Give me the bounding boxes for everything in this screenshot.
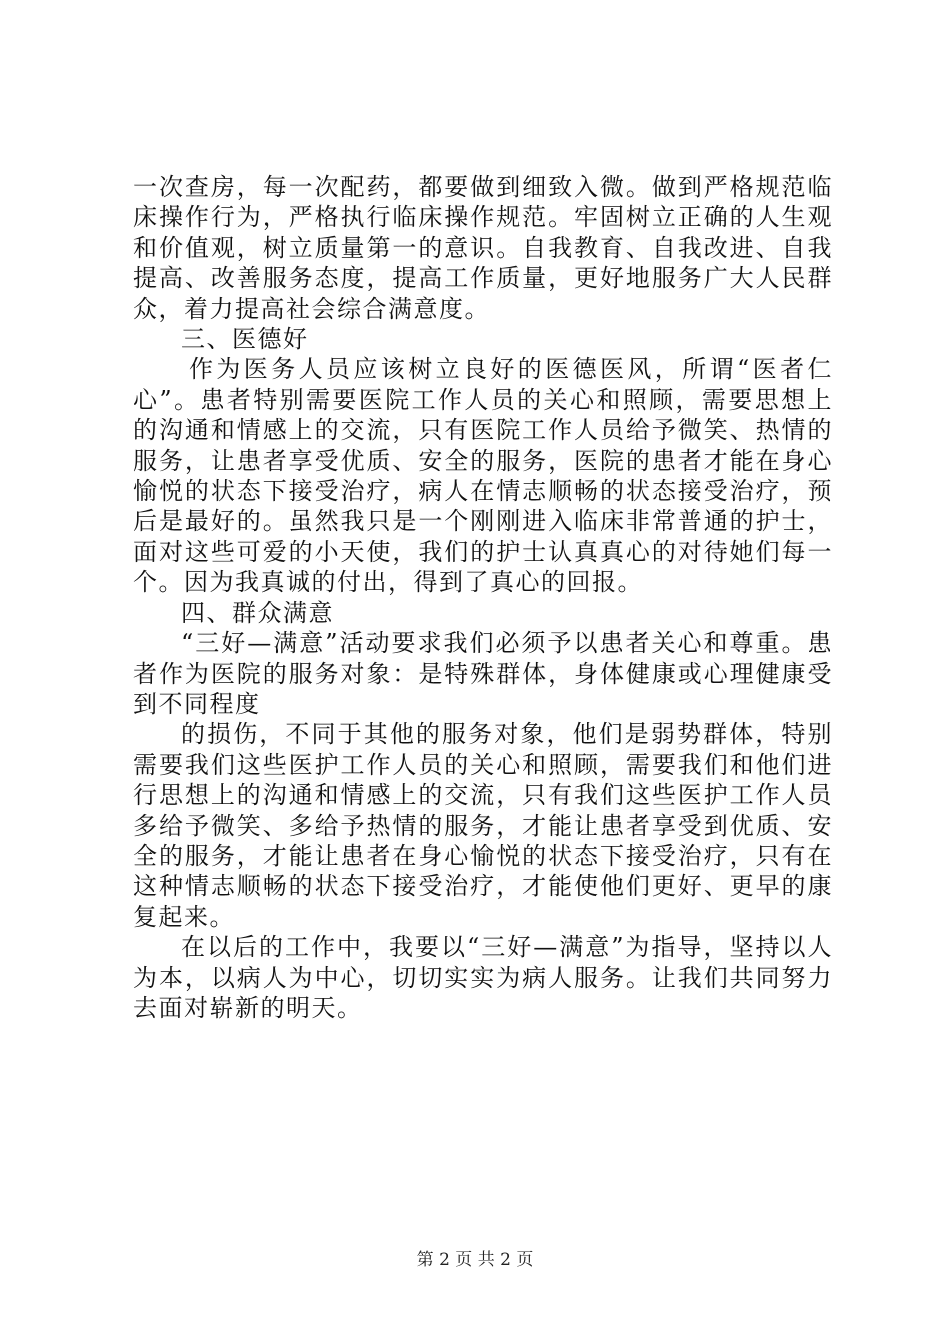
section-heading-public-satisfaction: 四、群众满意 — [181, 598, 334, 627]
paragraph-conclusion: 在以后的工作中，我要以“三好—满意”为指导，坚持以人为本，以病人为中心，切切实实为病人服务。让我们共同努力去面对崭新的明天。 — [133, 933, 833, 1022]
paragraph-public-satisfaction: “三好—满意”活动要求我们必须予以患者关心和尊重。患者作为医院的服务对象：是特殊群体，身体健康或心理健康受到不同程度 — [133, 629, 833, 718]
paragraph-public-satisfaction-continued: 的损伤，不同于其他的服务对象，他们是弱势群体，特别需要我们这些医护工作人员的关心和照顾，需要我们和他们进行思想上的沟通和情感上的交流，只有我们这些医护工作人员多给予微笑、多给予热情的服务，才能让患者享受到优质、安全的服务，才能让患者在身心愉悦的状态下接受治疗，只有在这种情志顺畅的状态下接受治疗，才能使他们更好、更早的康复起来。 — [133, 720, 833, 931]
section-heading-medical-ethics: 三、医德好 — [181, 325, 309, 354]
paragraph-continuation: 一次查房，每一次配药，都要做到细致入微。做到严格规范临床操作行为，严格执行临床操作规范。牢固树立正确的人生观和价值观，树立质量第一的意识。自我教育、自我改进、自我提高、改善服务态度，提高工作质量，更好地服务广大人民群众，着力提高社会综合满意度。 — [133, 173, 833, 323]
paragraph-medical-ethics: 作为医务人员应该树立良好的医德医风，所谓“医者仁心”。患者特别需要医院工作人员的关心和照顾，需要思想上的沟通和情感上的交流，只有医院工作人员给予微笑、热情的服务，让患者享受优质、安全的服务，医院的患者才能在身心愉悦的状态下接受治疗，病人在情志顺畅的状态接受治疗，预后是最好的。虽然我只是一个刚刚进入临床非常普通的护士，面对这些可爱的小天使，我们的护士认真真心的对待她们每一个。因为我真诚的付出，得到了真心的回报。 — [133, 355, 833, 597]
page-number-footer: 第 2 页 共 2 页 — [416, 1250, 534, 1270]
document-body — [133, 172, 833, 1023]
